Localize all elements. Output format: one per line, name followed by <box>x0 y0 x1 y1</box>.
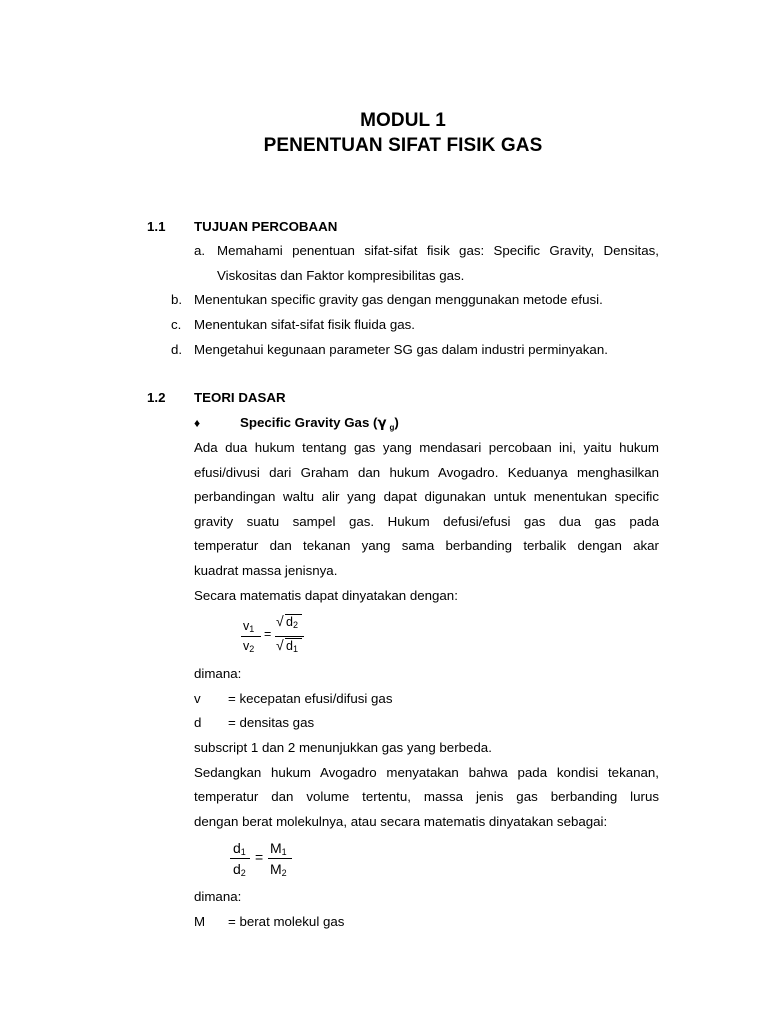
variable-description: = berat molekul gas <box>228 914 345 929</box>
list-item-text: Menentukan sifat-sifat fisik fluida gas. <box>194 317 415 332</box>
module-title: MODUL 1 <box>360 110 446 131</box>
sqrt-icon: √ <box>276 637 284 653</box>
list-item-text: Viskositas dan Faktor kompresibilitas gas. <box>217 268 465 283</box>
variable-description: = kecepatan efusi/difusi gas <box>228 691 393 706</box>
paragraph-line: temperatur dan volume tertentu, massa jenis gas berbanding lurus <box>194 789 659 804</box>
paragraph-line: dengan berat molekulnya, atau secara matematis dinyatakan sebagai: <box>194 814 608 829</box>
list-item-text: Mengetahui kegunaan parameter SG gas dalam industri perminyakan. <box>194 342 608 357</box>
variable-symbol: v <box>194 691 201 706</box>
section-number: 1.2 <box>147 390 166 405</box>
gamma-symbol: γ <box>377 416 387 431</box>
equals-sign: = <box>264 627 272 641</box>
document-page: MODUL 1 PENENTUAN SIFAT FISIK GAS 1.1 TUJUAN PERCOBAAN a. Memahami penentuan sifat-sifat fisik gas: Specific Gravity, Densitas, Viskositas dan Faktor kompresibilitas gas. b. Menentukan specific gravity gas dengan menggunakan metode efusi. c. Menentukan sifat-sifat fisik fluida gas. d. Mengetahui kegunaan parameter SG gas dalam industri perminyakan. 1.2 TEORI DASAR ♦ Specific Gravity Gas (γ $_g$) Ada dua hukum tentang gas yang mendasari percobaan ini, yaitu hukum efusi/divusi dari Graham dan hukum Avogadro. Keduanya menghasilkan perbandingan waltu alir yang dapat digunakan untuk menentukan specific gravity suatu sampel gas. Hukum defusi/efusi gas dua gas pada temperatur dan tekanan yang sama berbanding terbalik dengan akar kuadrat massa jenisnya. Secara matematis dapat dinyatakan dengan: $v_1$ $v_2$ = √ $d_2$ √ $d_1$ dimana: v = kecepatan efusi/difusi gas d = densitas gas subscript 1 dan 2 menunjukkan gas yang berbeda. Sedangkan hukum Avogadro menyatakan bahwa pada kondisi tekanan, temperatur dan volume tertentu, massa jenis gas berbanding lurus dengan berat molekulnya, atau secara matematis dinyatakan sebagai: $d_1$ $d_2$ = $M_1$ $M_2$ dimana: M = berat molekul gas <box>0 0 768 1024</box>
paragraph-line: kuadrat massa jenisnya. <box>194 563 338 578</box>
paragraph-line: efusi/divusi dari Graham dan hukum Avogadro. Keduanya menghasilkan <box>194 465 659 480</box>
paragraph-line: perbandingan waltu alir yang dapat digunakan untuk menentukan specific <box>194 489 659 504</box>
list-marker: c. <box>171 317 182 332</box>
variable-symbol: M <box>194 914 206 929</box>
gamma-subscript: g <box>389 423 395 432</box>
paragraph-line: temperatur dan tekanan yang sama berbanding terbalik dengan akar <box>194 538 659 553</box>
equals-sign: = <box>255 849 264 865</box>
variable-symbol: d <box>194 715 202 730</box>
variable-description: = densitas gas <box>228 715 315 730</box>
fraction-bar <box>230 858 250 859</box>
section-heading: TUJUAN PERCOBAAN <box>194 219 338 234</box>
equation-intro: Secara matematis dapat dinyatakan dengan: <box>194 588 458 603</box>
list-item-text: Menentukan specific gravity gas dengan menggunakan metode efusi. <box>194 292 603 307</box>
paragraph-line: Sedangkan hukum Avogadro menyatakan bahwa pada kondisi tekanan, <box>194 765 659 780</box>
paragraph-line: gravity suatu sampel gas. Hukum defusi/efusi gas dua gas pada <box>194 514 659 529</box>
fraction-bar <box>241 636 261 637</box>
subsection-heading: Specific Gravity Gas (γ $_g$) <box>240 415 399 432</box>
bullet-icon: ♦ <box>194 416 201 430</box>
list-marker: d. <box>171 342 183 357</box>
module-subtitle: PENENTUAN SIFAT FISIK GAS <box>263 135 543 156</box>
list-item-text: Memahami penentuan sifat-sifat fisik gas: Specific Gravity, Densitas, <box>217 243 659 258</box>
section-heading: TEORI DASAR <box>194 390 286 405</box>
paragraph-line: Ada dua hukum tentang gas yang mendasari percobaan ini, yaitu hukum <box>194 440 659 455</box>
list-marker: b. <box>171 292 183 307</box>
where-label: dimana: <box>194 889 242 904</box>
where-label: dimana: <box>194 666 242 681</box>
section-number: 1.1 <box>147 219 166 234</box>
fraction-bar <box>268 858 292 859</box>
sqrt-icon: √ <box>276 613 284 629</box>
paragraph-line: subscript 1 dan 2 menunjukkan gas yang berbeda. <box>194 740 492 755</box>
list-marker: a. <box>194 243 206 258</box>
